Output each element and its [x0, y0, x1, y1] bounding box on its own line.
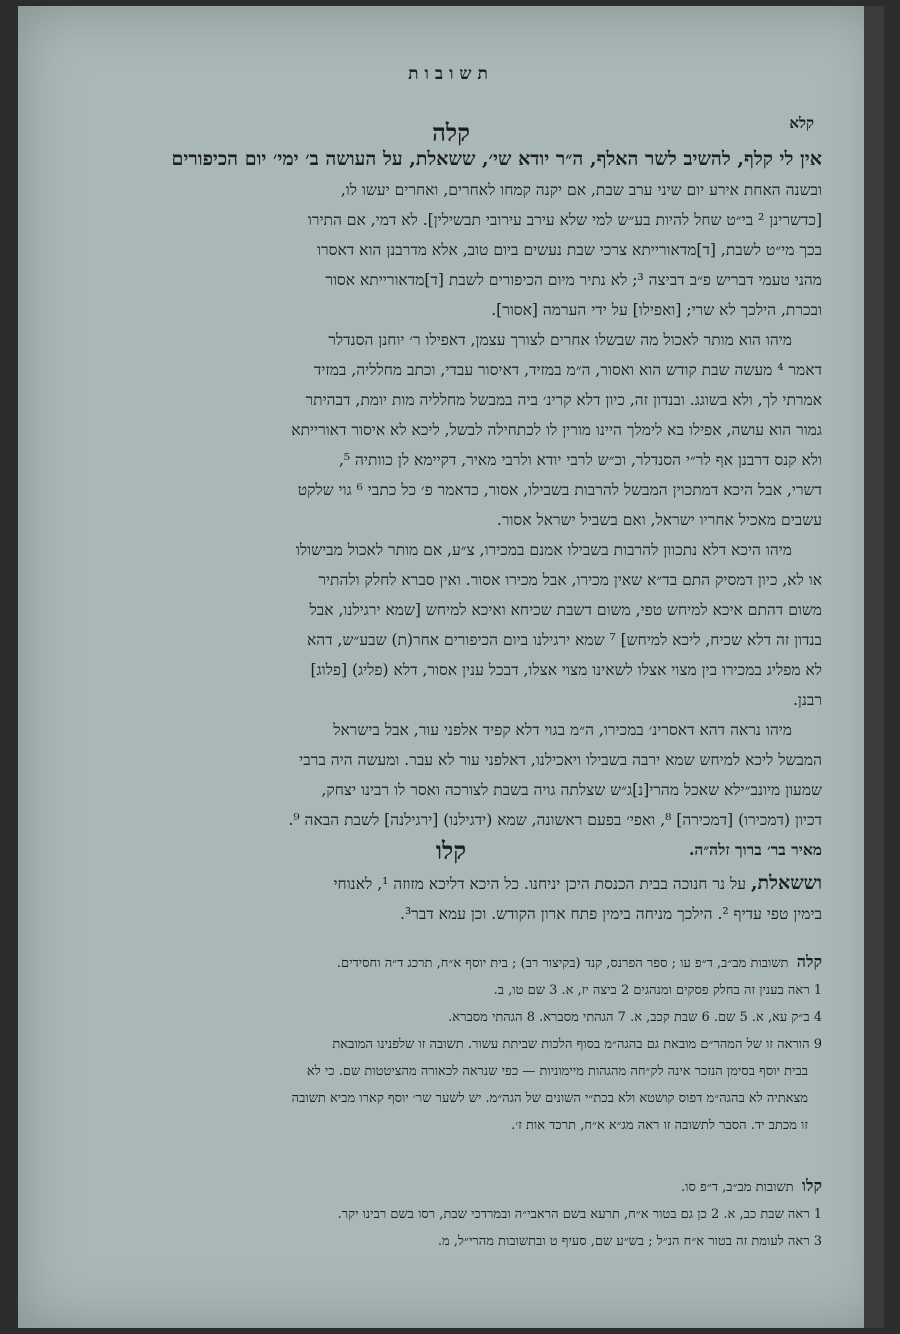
footnote-line: 3 ראה לעומת זה בטור א״ח הנ״ל ; בש״ע שם, סעיף ט ובתשובות מהרי״ל, מ. [437, 1234, 822, 1249]
text-line: ובשנה האחת אירע יום שיני ערב שבת, אם יקנה קמחו לאחרים, ואחרים יעשו לו, [340, 181, 822, 199]
footnote-heading-135: קלה [796, 952, 822, 971]
text-line: מיהו הוא מותר לאכול מה שבשלו אחרים לצורך עצמן, דאפילו ר׳ יוחנן הסנדלר [328, 331, 792, 349]
text-line: רבנן. [792, 691, 822, 709]
section-135-opening: אין לי קלף, להשיב לשר האלף, ה״ר יודא שי׳, ששאלת, על העושה ב׳ ימי׳ יום הכיפורים [171, 148, 822, 170]
text-line: המבשל ליכא למיחש שמא ירבה בשבילו ויאכילנו, דאלפני עור לא עבר. ומעשה היה ברבי [299, 751, 822, 769]
text-line: בימין טפי עדיף ². הילכך מניחה בימין פתח ארון הקודש. וכן עמא דבר³. [400, 905, 822, 923]
text-line: או לא, כיון דמסיק התם בד״א שאין מכירו, אבל מכירו אסור. ואין סברא לחלק ולהתיר [318, 571, 822, 589]
text-line: דכיון (דמכירו) [דמכירה] ⁸, ואפי׳ בפעם ראשונה, שמא (ידגילנו) [ירגילנה] לשבת הבאה ⁹. [288, 811, 822, 829]
footnote-line: 1 ראה שבת כב, א. 2 כן גם בטור א״ח, תרעא בשם הראבי״ה ובמרדכי שבת, רסו בשם רבינו יקר. [337, 1207, 822, 1222]
text-line: בנדון זה דלא שכיח, ליכא למיחש] ⁷ שמא ירגילנו ביום הכיפורים אחר(ת) שבע״ש, דהא [306, 631, 822, 649]
text-line: מיהו היכא דלא נתכוון להרבות בשבילו אמנם במכירו, צ״ע, אם מותר לאכול מבישולו [295, 541, 792, 559]
section-number-135: קלה [432, 118, 470, 147]
text-line: ולא קנס דרבנן אף לר״י הסנדלר, וכ״ש לרבי יודא ולרבי מאיר, דקיימא לן כוותיה ⁵, [338, 451, 822, 469]
text-line: אמרתי לך, ולא בשוגג. ובנדון זה, כיון דלא קרינ׳ ביה במבשל מחלליה מות יומת, דבהיתר [305, 391, 822, 409]
running-title: תשובות [408, 64, 494, 84]
text-line: עשבים מאכיל אחריו ישראל, ואם בשביל ישראל אסור. [496, 511, 822, 529]
text-line: וששאלת, על נר חנוכה בבית הכנסת היכן יניחנו. כל היכא דליכא מזוזה ¹, לאנוחי [333, 872, 822, 894]
section-number-136: קלו [435, 836, 467, 865]
section-135-body [102, 144, 822, 865]
text-line: ובכרת, הילכך לא שרי; [ואפילו] על ידי הערמה [אסור]. [491, 301, 822, 319]
footnote-line: זו מכתב יד. הסבר לתשובה זו ראה מג״א א״ח, תרכד אות ז׳. [511, 1118, 808, 1133]
footnote-line: קלה תשובות מב״ב, ד״פ עו ; ספר הפרנס, קנד (בקיצור רב) ; בית יוסף א״ח, תרכג ד״ה וחסידים. [336, 952, 822, 971]
footnote-line: 4 ב״ק עא, א. 5 שם. 6 שבת קכב, א. 7 הגהתי מסברא. 8 הגהתי מסברא. [448, 1010, 822, 1025]
footnote-heading-136: קלו [801, 1176, 822, 1195]
book-page [18, 6, 884, 1328]
text-line: שמעון מיונב״ילא שאכל מהרי[נ]ג״ש שצלתה גויה בשבת לצורכה ואסר לו רבינו יצחק, [321, 781, 822, 799]
text-line: משום דהתם איכא למיחש טפי, משום דשבת שכיחא ואיכא למיחש [שמא ירגילנו, אבל [309, 601, 822, 619]
text-line: בכך מי״ט לשבת, [ד]מדאורייתא צרכי שבת נעשים ביום טוב, אלא מדרבנן הוא דאסרו [317, 241, 822, 259]
page-number: קלא [789, 114, 814, 132]
signature-line: מאיר בר׳ ברוך זלה״ה. [688, 840, 822, 859]
text-line: דשרי, אבל היכא דמתכוין המבשל להרבות בשבילו, אסור, כדאמר פ׳ כל כתבי ⁶ גוי שלקט [297, 481, 822, 499]
footnotes-136 [102, 1172, 822, 1255]
footnote-line: בבית יוסף בסימן הנזכר אינה לק״חה מהגהות מיימוניות — כפי שנראה לכאורה מהציטטות שם. כי לא [306, 1064, 808, 1079]
text-line: [כדשרינן ² בי״ט שחל להיות בע״ש למי שלא עירב עירובי תבשילין]. לא דמי, אם התירו [307, 211, 822, 229]
footnote-line: 9 הוראה זו של המהר״ם מובאת גם בהגה״מ בסוף הלכות שביתת עשור. תשובה זו שלפנינו המובאת [332, 1037, 822, 1052]
section-136-body [102, 868, 822, 929]
book-spine [864, 6, 884, 1328]
footnote-line: קלו תשובות מב״ב, ד״פ סו. [681, 1176, 822, 1195]
footnotes-135 [102, 948, 822, 1139]
section-136-opening: וששאלת, [750, 872, 822, 894]
text-line: גמור הוא עושה, אפילו בא לימלך היינו מורין לו לכתחילה לבשל, ליכא לא איסור דאורייתא [291, 421, 822, 439]
footnote-line: 1 ראה בענין זה בחלק פסקים ומנהגים 2 ביצה יז, א. 3 שם טו, ב. [493, 983, 822, 998]
text-line: דאמר ⁴ מעשה שבת קודש הוא ואסור, ה״מ במזיד, דאיסור עבדי, וכתב מחלליה, במזיד [313, 361, 822, 379]
text-line: מהני טעמי דבריש פ״ב דביצה ³; לא נתיר מיום הכיפורים לשבת [ד]מדאורייתא אסור [325, 271, 822, 289]
text-line: לא מפליג במכירו בין מצוי אצלו לשאינו מצוי אצלו, דבכל ענין אסור, דלא (פליג) [פלוג] [310, 661, 822, 679]
text-line: מיהו נראה דהא דאסרינ׳ במכירו, ה״מ בגוי דלא קפיד אלפני עור, אבל בישראל [333, 721, 792, 739]
footnote-line: מצאתיה לא בהגה״מ דפוס קושטא ולא בכת״י השונים של הגה״מ. יש לשער שר׳ יוסף קארו מביא תשובה [291, 1091, 808, 1106]
